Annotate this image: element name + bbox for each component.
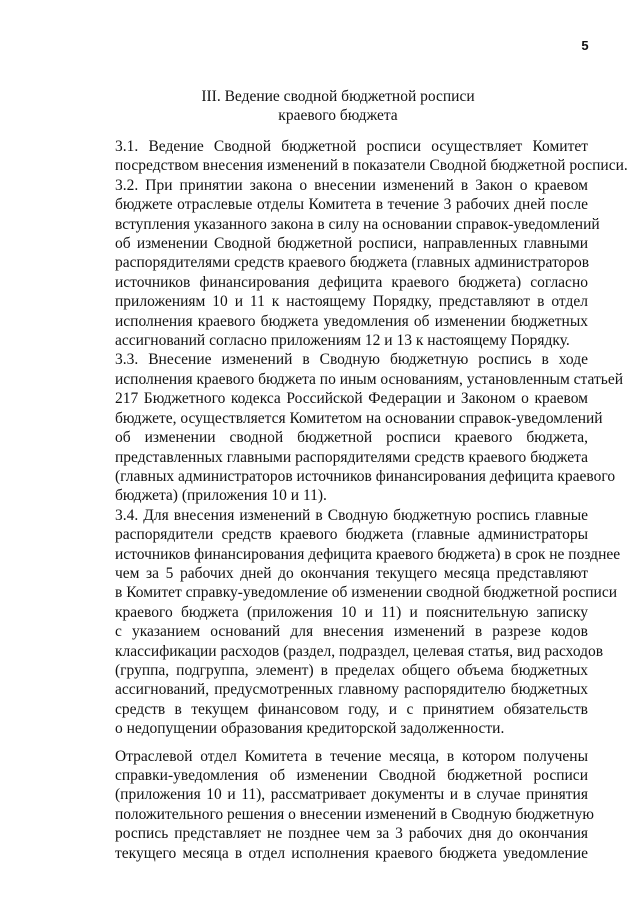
text-line: приложениям 10 и 11 к настоящему Порядку, представляют в отдел <box>115 293 588 311</box>
text-line: (группа, подгруппа, элемент) в пределах общего объема бюджетных <box>115 661 588 679</box>
paragraph-3-2 <box>88 176 600 351</box>
text-line: ассигнований, предусмотренных главному распорядителю бюджетных <box>115 681 588 699</box>
text-line: бюджете отраслевые отделы Комитета в течение 3 рабочих дней после <box>115 196 588 214</box>
paragraph-3-3 <box>88 350 623 505</box>
text-line: источников финансирования дефицита краевого бюджета) согласно <box>115 273 588 291</box>
text-line: о недопущении образования кредиторской задолженности. <box>115 720 505 738</box>
text-line: бюджета) (приложения 10 и 11). <box>115 487 327 505</box>
paragraph-department-review <box>88 747 594 863</box>
text-line: с указанием оснований для внесения изменений в разрезе кодов <box>115 623 588 641</box>
text-line: справки-уведомления об изменении Сводной бюджетной росписи <box>115 767 588 784</box>
text-line: 3.1. Ведение Сводной бюджетной росписи осуществляет Комитет <box>115 138 588 155</box>
text-line: положительного решения о внесении изменений в Сводную бюджетную <box>115 805 594 823</box>
text-line: классификации расходов (раздел, подраздел, целевая статья, вид расходов <box>115 642 604 660</box>
text-line: об изменении Сводной бюджетной росписи, направленных главными <box>115 235 588 253</box>
paragraph-3-1 <box>88 137 628 176</box>
text-line: 3.4. Для внесения изменений в Сводную бюджетную роспись главные <box>115 506 588 524</box>
document-body <box>88 137 628 863</box>
text-line: бюджете, осуществляется Комитетом на основании справок-уведомлений <box>115 409 603 427</box>
text-line: исполнения краевого бюджета уведомления об изменении бюджетных <box>115 312 588 330</box>
text-line: 217 Бюджетного кодекса Российской Федерации и Законом о краевом <box>115 390 588 408</box>
text-line: представленных главными распорядителями средств краевого бюджета <box>115 448 588 466</box>
page-number: 5 <box>581 38 589 53</box>
text-line: распорядителями средств краевого бюджета (главных администраторов <box>115 254 590 272</box>
text-line: (главных администраторов источников финансирования дефицита краевого <box>115 467 616 485</box>
section-heading-line-1: III. Ведение сводной бюджетной росписи <box>201 88 475 105</box>
text-line: чем за 5 рабочих дней до окончания текущего месяца представляют <box>115 564 588 582</box>
text-line: текущего месяца в отдел исполнения краевого бюджета уведомление <box>115 844 588 862</box>
text-line: ассигнований согласно приложениям 12 и 13 к настоящему Порядку. <box>115 332 570 350</box>
text-line: в Комитет справку-уведомление об изменении сводной бюджетной росписи <box>115 584 618 602</box>
text-line: средств в текущем финансовом году, и с принятием обязательств <box>115 700 588 718</box>
text-line: распорядители средств краевого бюджета (главные администраторы <box>115 526 588 544</box>
text-line: (приложения 10 и 11), рассматривает документы и в случае принятия <box>115 786 588 804</box>
text-line: источников финансирования дефицита краевого бюджета) в срок не позднее <box>115 545 621 563</box>
text-line: роспись представляет не позднее чем за 3 рабочих дня до окончания <box>115 825 588 843</box>
text-line: краевого бюджета (приложения 10 и 11) и пояснительную записку <box>115 603 588 621</box>
paragraph-3-4 <box>88 506 621 739</box>
text-line: 3.2. При принятии закона о внесении изменений в Закон о краевом <box>115 176 588 194</box>
text-line: посредством внесения изменений в показатели Сводной бюджетной росписи. <box>115 157 628 175</box>
text-line: Отраслевой отдел Комитета в течение месяца, в котором получены <box>115 747 588 765</box>
text-line: 3.3. Внесение изменений в Сводную бюджетную роспись в ходе <box>115 351 588 369</box>
text-line: об изменении сводной бюджетной росписи краевого бюджета, <box>115 429 588 447</box>
section-heading-line-2: краевого бюджета <box>278 107 398 124</box>
text-line: вступления указанного закона в силу на основании справок-уведомлений <box>115 215 600 233</box>
section-heading <box>88 87 588 125</box>
text-line: исполнения краевого бюджета по иным основаниям, установленным статьей <box>115 370 623 388</box>
